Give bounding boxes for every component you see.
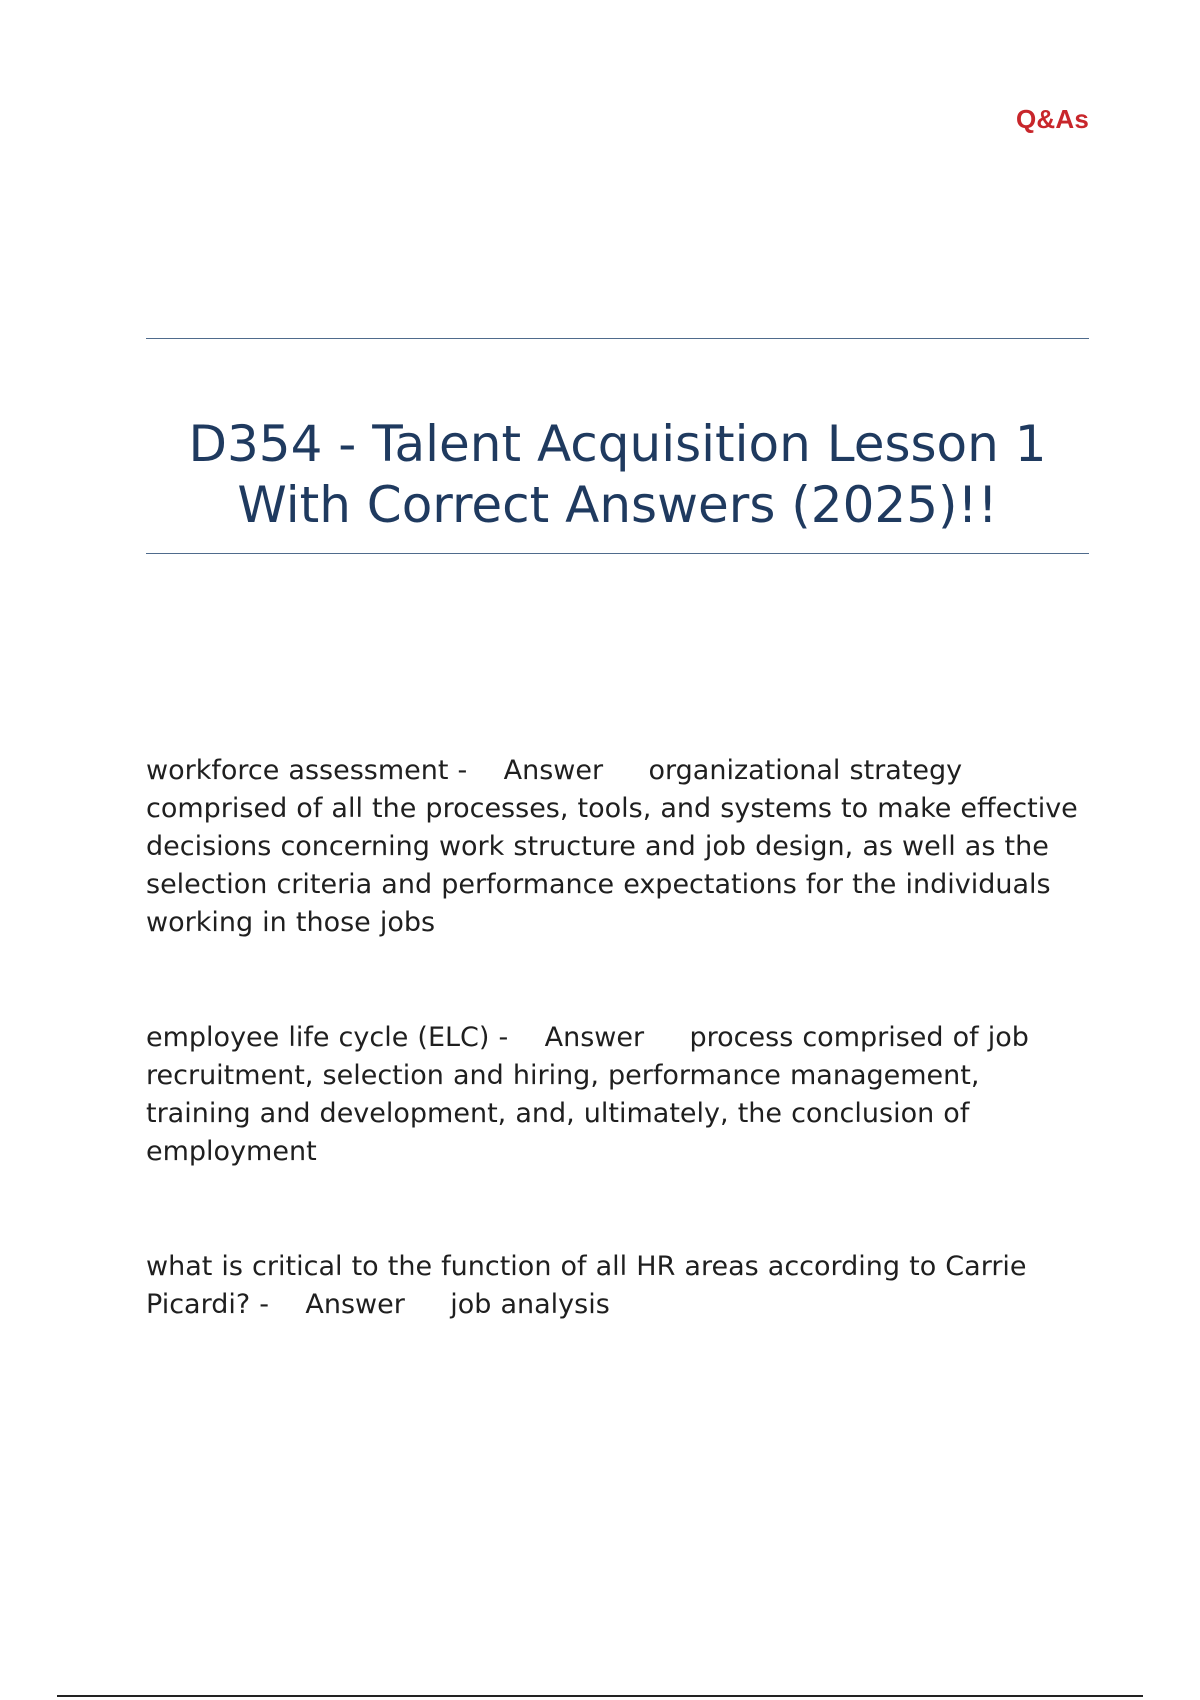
qa-item-workforce-assessment	[146, 752, 1091, 942]
qa-answer-label: Answer	[305, 1289, 405, 1320]
qas-tag: Q&As	[1015, 104, 1089, 134]
qa-answer: job analysis	[450, 1289, 610, 1320]
qa-answer: process comprised of job recruitment, selection and hiring, performance management, training and development, and, ultimately, the conclusion of employment	[146, 1022, 1029, 1167]
qa-answer-label: Answer	[544, 1022, 645, 1053]
document-title	[146, 414, 1089, 536]
qa-answer: organizational strategy comprised of all the processes, tools, and systems to make effective decisions concerning work structure and job design, as well as the selection criteria and performance expectations for the individuals working in those jobs	[146, 755, 1078, 938]
qa-item-employee-life-cycle	[146, 1019, 1091, 1171]
qa-question: what is critical to the function of all HR areas according to Carrie Picardi? -	[146, 1251, 1027, 1320]
title-bottom-rule	[146, 553, 1089, 554]
qa-answer-label: Answer	[503, 755, 604, 786]
title-line-1: D354 - Talent Acquisition Lesson 1	[188, 415, 1047, 473]
qa-question: workforce assessment -	[146, 755, 468, 786]
qa-question: employee life cycle (ELC) -	[146, 1022, 509, 1053]
title-line-2: With Correct Answers (2025)!!	[237, 476, 998, 534]
title-top-rule	[146, 338, 1089, 339]
qa-list	[146, 752, 1091, 1324]
page-footer-rule	[57, 1695, 1143, 1697]
qa-item-critical-hr-function	[146, 1248, 1091, 1324]
